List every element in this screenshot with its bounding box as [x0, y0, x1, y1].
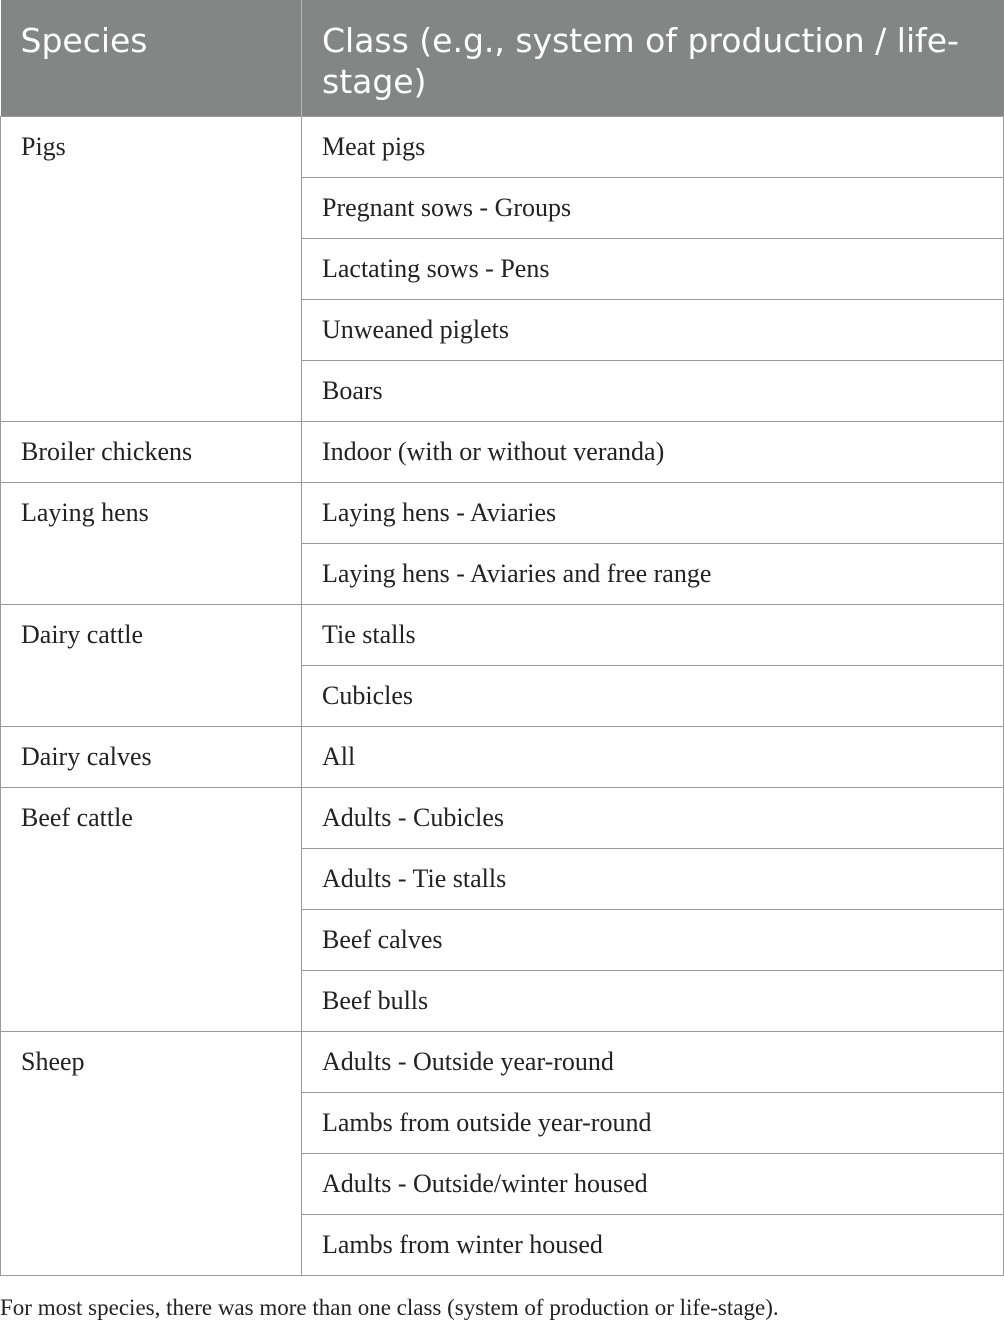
table-row [1, 422, 1004, 483]
table-row [1, 666, 1004, 727]
class-cell: Adults - Outside/winter housed [302, 1154, 1004, 1215]
species-cell: Dairy calves [1, 727, 302, 788]
species-cell [1, 971, 302, 1032]
species-cell: Dairy cattle [1, 605, 302, 666]
class-cell: Adults - Tie stalls [302, 849, 1004, 910]
species-cell [1, 1154, 302, 1215]
table-row [1, 117, 1004, 178]
table-row [1, 239, 1004, 300]
class-cell: Tie stalls [302, 605, 1004, 666]
table-row [1, 849, 1004, 910]
class-cell: Unweaned piglets [302, 300, 1004, 361]
table-row [1, 483, 1004, 544]
species-cell: Sheep [1, 1032, 302, 1093]
species-cell: Laying hens [1, 483, 302, 544]
class-cell: Laying hens - Aviaries [302, 483, 1004, 544]
species-cell [1, 666, 302, 727]
table-row [1, 544, 1004, 605]
class-cell: Meat pigs [302, 117, 1004, 178]
class-cell: Lambs from winter housed [302, 1215, 1004, 1276]
table-row [1, 178, 1004, 239]
table-body [1, 117, 1004, 1276]
header-class: Class (e.g., system of production / life-stage) [302, 0, 1004, 117]
table-row [1, 1215, 1004, 1276]
species-cell [1, 849, 302, 910]
species-cell [1, 910, 302, 971]
header-row [1, 0, 1004, 117]
table-row [1, 361, 1004, 422]
table-row [1, 1154, 1004, 1215]
class-cell: Cubicles [302, 666, 1004, 727]
table-footnote: For most species, there was more than one class (system of production or life-stage). [0, 1295, 779, 1320]
class-cell: All [302, 727, 1004, 788]
class-cell: Beef bulls [302, 971, 1004, 1032]
class-cell: Lambs from outside year-round [302, 1093, 1004, 1154]
table-row [1, 971, 1004, 1032]
species-cell [1, 1093, 302, 1154]
species-cell: Pigs [1, 117, 302, 178]
species-cell [1, 361, 302, 422]
table-row [1, 910, 1004, 971]
class-cell: Pregnant sows - Groups [302, 178, 1004, 239]
table-row [1, 727, 1004, 788]
class-cell: Adults - Outside year-round [302, 1032, 1004, 1093]
class-cell: Boars [302, 361, 1004, 422]
species-cell [1, 544, 302, 605]
class-cell: Lactating sows - Pens [302, 239, 1004, 300]
species-cell [1, 1215, 302, 1276]
species-cell: Broiler chickens [1, 422, 302, 483]
table-row [1, 1093, 1004, 1154]
class-cell: Beef calves [302, 910, 1004, 971]
table-row [1, 605, 1004, 666]
table-row [1, 300, 1004, 361]
species-cell [1, 178, 302, 239]
species-cell [1, 239, 302, 300]
species-cell: Beef cattle [1, 788, 302, 849]
table-row [1, 788, 1004, 849]
class-cell: Adults - Cubicles [302, 788, 1004, 849]
table-header [1, 0, 1004, 117]
header-species: Species [1, 0, 302, 117]
table-row [1, 1032, 1004, 1093]
class-cell: Indoor (with or without veranda) [302, 422, 1004, 483]
class-cell: Laying hens - Aviaries and free range [302, 544, 1004, 605]
species-cell [1, 300, 302, 361]
